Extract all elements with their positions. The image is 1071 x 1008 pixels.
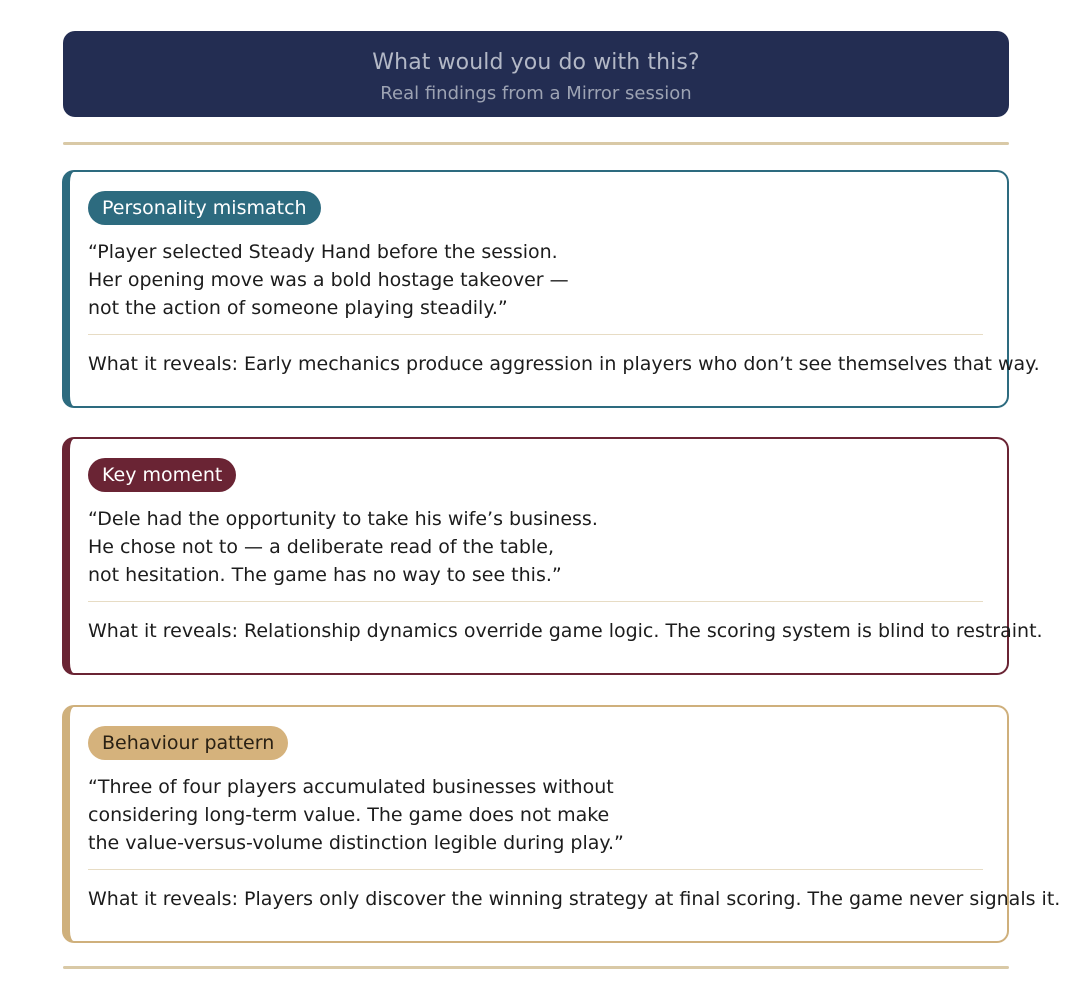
category-badge: Key moment	[88, 458, 236, 492]
category-badge: Personality mismatch	[88, 191, 321, 225]
page-subtitle: Real findings from a Mirror session	[380, 83, 692, 104]
quote-line: He chose not to — a deliberate read of the table,	[88, 536, 555, 558]
reveal-text: Relationship dynamics override game logic. The scoring system is blind to restraint.	[244, 620, 1043, 642]
quote-line: considering long-term value. The game does not make	[88, 804, 610, 826]
quote-line: Her opening move was a bold hostage takeover —	[88, 269, 569, 291]
finding-quote	[88, 773, 888, 857]
quote-line: “Three of four players accumulated businesses without	[88, 776, 614, 798]
bottom-divider-rule	[63, 966, 1009, 969]
top-divider-rule	[63, 142, 1009, 145]
category-badge: Behaviour pattern	[88, 726, 288, 760]
reveal-row	[88, 617, 1043, 645]
quote-line: the value-versus-volume distinction legible during play.”	[88, 832, 624, 854]
finding-card-behaviour-pattern	[62, 705, 1061, 943]
card-divider	[88, 334, 983, 335]
quote-line: not hesitation. The game has no way to see this.”	[88, 564, 562, 586]
quote-line: “Dele had the opportunity to take his wife’s business.	[88, 508, 598, 530]
finding-card-key-moment	[62, 437, 1043, 675]
reveal-row	[88, 350, 1040, 378]
reveal-label: What it reveals:	[88, 888, 238, 910]
card-divider	[88, 869, 983, 870]
reveal-label: What it reveals:	[88, 620, 238, 642]
reveal-label: What it reveals:	[88, 353, 238, 375]
header-banner	[63, 31, 1009, 117]
quote-line: not the action of someone playing steadily.”	[88, 297, 508, 319]
reveal-text: Early mechanics produce aggression in players who don’t see themselves that way.	[244, 353, 1040, 375]
finding-quote	[88, 238, 888, 322]
finding-card-personality-mismatch	[62, 170, 1040, 408]
quote-line: “Player selected Steady Hand before the session.	[88, 241, 558, 263]
finding-quote	[88, 505, 888, 589]
reveal-text: Players only discover the winning strategy at final scoring. The game never signals it.	[244, 888, 1061, 910]
reveal-row	[88, 885, 1060, 913]
card-divider	[88, 601, 983, 602]
page-title: What would you do with this?	[372, 50, 700, 75]
